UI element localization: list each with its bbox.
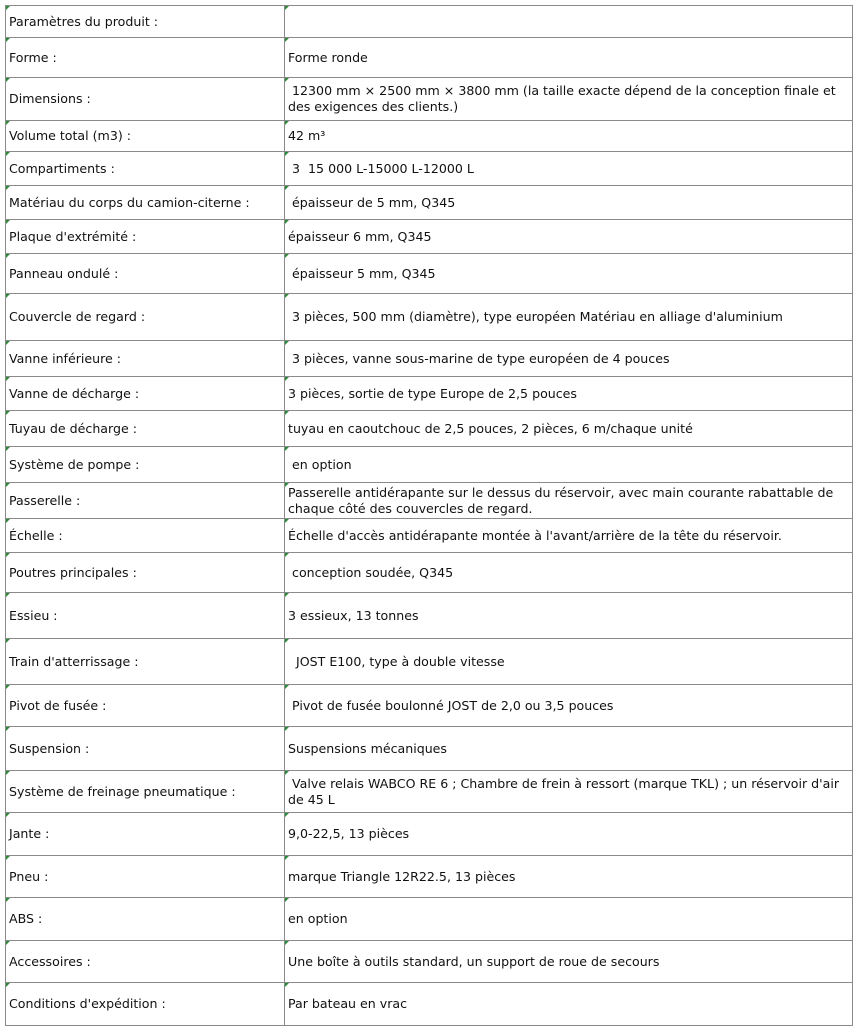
table-row [6, 78, 853, 121]
table-row [6, 121, 853, 152]
row-value: tuyau en caoutchouc de 2,5 pouces, 2 pièces, 6 m/chaque unité [285, 411, 853, 447]
table-row [6, 727, 853, 771]
row-value: 42 m³ [285, 121, 853, 152]
row-value: 12300 mm × 2500 mm × 3800 mm (la taille exacte dépend de la conception finale et des exigences des clients.) [285, 78, 853, 121]
table-row [6, 447, 853, 483]
row-label: Passerelle : [6, 483, 285, 519]
row-label: Échelle : [6, 519, 285, 553]
table-row [6, 593, 853, 639]
row-value: conception soudée, Q345 [285, 553, 853, 593]
row-label: Poutres principales : [6, 553, 285, 593]
row-label: Panneau ondulé : [6, 254, 285, 294]
row-label: Accessoires : [6, 941, 285, 983]
table-row [6, 813, 853, 856]
row-value: Passerelle antidérapante sur le dessus du réservoir, avec main courante rabattable de chaque côté des couvercles de regard. [285, 483, 853, 519]
row-label: Forme : [6, 38, 285, 78]
row-label: Système de freinage pneumatique : [6, 771, 285, 813]
table-row [6, 411, 853, 447]
row-value: Forme ronde [285, 38, 853, 78]
row-label: Volume total (m3) : [6, 121, 285, 152]
row-value [285, 6, 853, 38]
table-row [6, 898, 853, 941]
row-value: 3 pièces, vanne sous-marine de type européen de 4 pouces [285, 341, 853, 377]
row-value: épaisseur 6 mm, Q345 [285, 220, 853, 254]
table-row [6, 553, 853, 593]
row-value: Valve relais WABCO RE 6 ; Chambre de frein à ressort (marque TKL) ; un réservoir d'air de 45 L [285, 771, 853, 813]
table-row [6, 377, 853, 411]
row-value: Échelle d'accès antidérapante montée à l'avant/arrière de la tête du réservoir. [285, 519, 853, 553]
row-value: épaisseur 5 mm, Q345 [285, 254, 853, 294]
table-row [6, 186, 853, 220]
row-label: ABS : [6, 898, 285, 941]
product-parameters-table [5, 5, 853, 1026]
row-label: Vanne inférieure : [6, 341, 285, 377]
row-value: 3 pièces, 500 mm (diamètre), type européen Matériau en alliage d'aluminium [285, 294, 853, 341]
row-label: Plaque d'extrémité : [6, 220, 285, 254]
table-row [6, 254, 853, 294]
row-label: Paramètres du produit : [6, 6, 285, 38]
table-row [6, 639, 853, 685]
row-value: 3 pièces, sortie de type Europe de 2,5 pouces [285, 377, 853, 411]
table-row [6, 941, 853, 983]
row-value: Une boîte à outils standard, un support de roue de secours [285, 941, 853, 983]
table-row [6, 483, 853, 519]
row-label: Jante : [6, 813, 285, 856]
row-value: en option [285, 898, 853, 941]
table-row [6, 685, 853, 727]
row-label: Couvercle de regard : [6, 294, 285, 341]
row-label: Vanne de décharge : [6, 377, 285, 411]
row-value: marque Triangle 12R22.5, 13 pièces [285, 856, 853, 898]
row-value: épaisseur de 5 mm, Q345 [285, 186, 853, 220]
row-value: 3 15 000 L-15000 L-12000 L [285, 152, 853, 186]
row-value: 9,0-22,5, 13 pièces [285, 813, 853, 856]
row-label: Conditions d'expédition : [6, 983, 285, 1026]
row-value: JOST E100, type à double vitesse [285, 639, 853, 685]
table-row [6, 294, 853, 341]
row-label: Système de pompe : [6, 447, 285, 483]
row-label: Train d'atterrissage : [6, 639, 285, 685]
row-value: 3 essieux, 13 tonnes [285, 593, 853, 639]
row-label: Essieu : [6, 593, 285, 639]
row-value: Suspensions mécaniques [285, 727, 853, 771]
table-row [6, 220, 853, 254]
table-row [6, 983, 853, 1026]
row-value: Par bateau en vrac [285, 983, 853, 1026]
table-row [6, 152, 853, 186]
table-row [6, 38, 853, 78]
row-value: en option [285, 447, 853, 483]
row-label: Suspension : [6, 727, 285, 771]
table-row [6, 6, 853, 38]
row-label: Dimensions : [6, 78, 285, 121]
table-row [6, 341, 853, 377]
row-label: Compartiments : [6, 152, 285, 186]
table-body [6, 6, 853, 1026]
row-label: Matériau du corps du camion-citerne : [6, 186, 285, 220]
table-row [6, 519, 853, 553]
row-value: Pivot de fusée boulonné JOST de 2,0 ou 3,5 pouces [285, 685, 853, 727]
row-label: Pivot de fusée : [6, 685, 285, 727]
row-label: Pneu : [6, 856, 285, 898]
table-row [6, 856, 853, 898]
row-label: Tuyau de décharge : [6, 411, 285, 447]
table-row [6, 771, 853, 813]
